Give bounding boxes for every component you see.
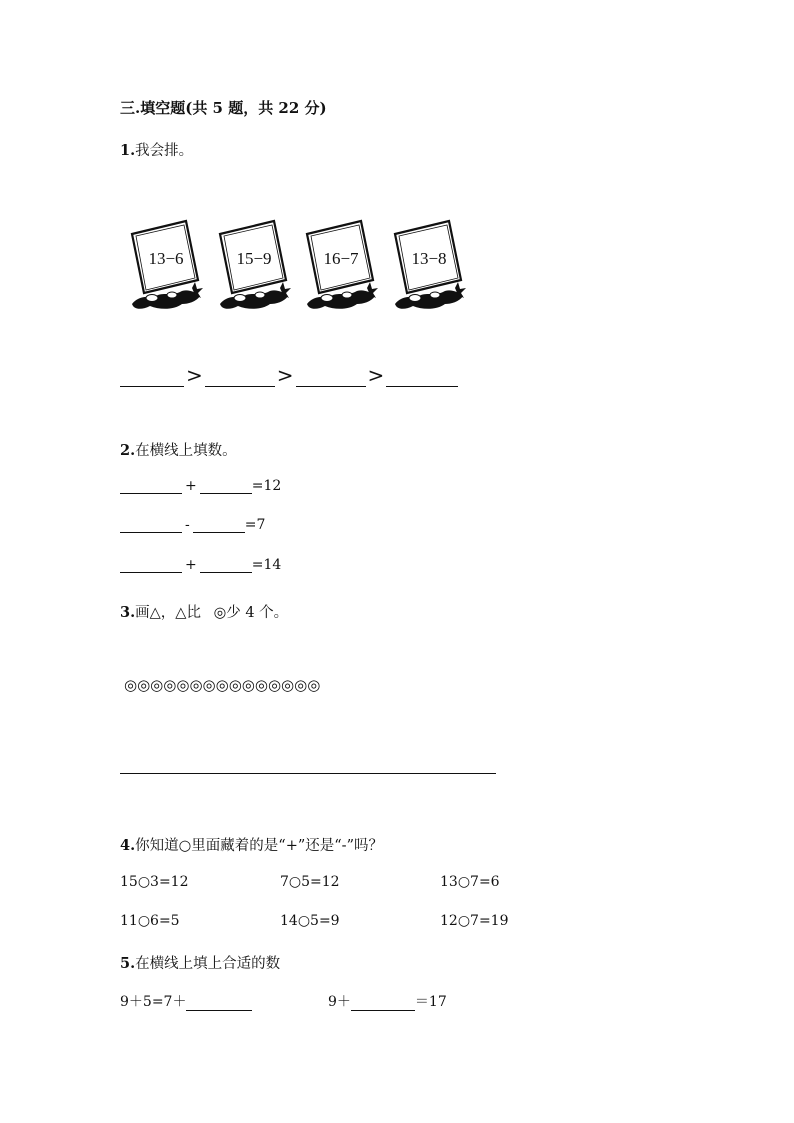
card-label: 15−9	[236, 249, 272, 268]
operator: -	[185, 517, 190, 533]
question-3-title	[120, 601, 288, 622]
answer-blank[interactable]	[205, 372, 275, 387]
equation: 14○5=9	[280, 913, 340, 929]
section-title: 三.填空题(共 5 题，共 22 分)	[120, 99, 327, 117]
fill-row	[120, 478, 281, 494]
equation-result: =14	[251, 557, 282, 573]
answer-blank[interactable]	[200, 558, 252, 573]
question-number: 4.	[120, 837, 136, 854]
answer-blank[interactable]	[386, 372, 458, 387]
question-prompt: 我会排。	[135, 143, 194, 159]
fill-row	[120, 557, 281, 573]
question-prompt: 在横线上填上合适的数	[135, 956, 281, 972]
question-prompt: 你知道○里面藏着的是“+”还是“-”吗？	[135, 838, 383, 854]
question-prompt: 在横线上填数。	[135, 443, 237, 459]
expression-card	[301, 218, 379, 318]
greater-than-sign: >	[276, 363, 294, 387]
card-label: 13−8	[411, 249, 447, 268]
answer-blank[interactable]	[120, 558, 182, 573]
expression-card	[126, 218, 204, 318]
card-illustration	[126, 218, 204, 318]
drawing-line[interactable]	[120, 773, 496, 774]
equation-text: 9＋	[328, 994, 351, 1010]
equation-result: =12	[251, 478, 282, 494]
fill-row	[120, 991, 252, 1011]
ordering-row	[120, 363, 458, 387]
operator: +	[185, 478, 197, 494]
answer-blank[interactable]	[120, 479, 182, 494]
equation: 15○3=12	[120, 874, 189, 890]
question-5-title	[120, 952, 280, 973]
answer-blank[interactable]	[193, 518, 245, 533]
answer-blank[interactable]	[120, 372, 184, 387]
question-1-title	[120, 139, 193, 160]
expression-card	[389, 218, 467, 318]
equation-text: 9＋5=7＋	[120, 994, 187, 1010]
answer-blank[interactable]	[296, 372, 366, 387]
equation: 7○5=12	[280, 874, 340, 890]
question-number: 1.	[120, 142, 136, 159]
card-illustration	[389, 218, 467, 318]
answer-blank[interactable]	[120, 518, 182, 533]
question-4-title	[120, 834, 383, 855]
question-number: 5.	[120, 955, 136, 972]
card-label: 13−6	[148, 249, 184, 268]
operator: +	[185, 557, 197, 573]
card-illustration	[301, 218, 379, 318]
fill-row	[328, 991, 447, 1011]
double-circle-symbol: ◎	[213, 605, 227, 621]
question-prompt: 少 4 个。	[226, 605, 289, 621]
answer-blank[interactable]	[186, 996, 252, 1011]
question-2-title	[120, 439, 237, 460]
equation: 12○7=19	[440, 913, 509, 929]
fill-row	[120, 517, 265, 533]
equation-result: =7	[244, 517, 266, 533]
greater-than-sign: >	[186, 363, 203, 387]
equation: 11○6=5	[120, 913, 180, 929]
circles-row: ◎◎◎◎◎◎◎◎◎◎◎◎◎◎◎	[124, 676, 321, 694]
card-illustration	[214, 218, 292, 318]
answer-blank[interactable]	[200, 479, 252, 494]
question-prompt: 画△，△比	[135, 605, 201, 621]
expression-card	[214, 218, 292, 318]
equation: 13○7=6	[440, 874, 500, 890]
equation-text: ＝17	[414, 994, 447, 1010]
card-label: 16−7	[323, 249, 359, 268]
question-number: 3.	[120, 604, 136, 621]
answer-blank[interactable]	[351, 996, 415, 1011]
question-number: 2.	[120, 442, 136, 459]
greater-than-sign: >	[367, 363, 385, 387]
